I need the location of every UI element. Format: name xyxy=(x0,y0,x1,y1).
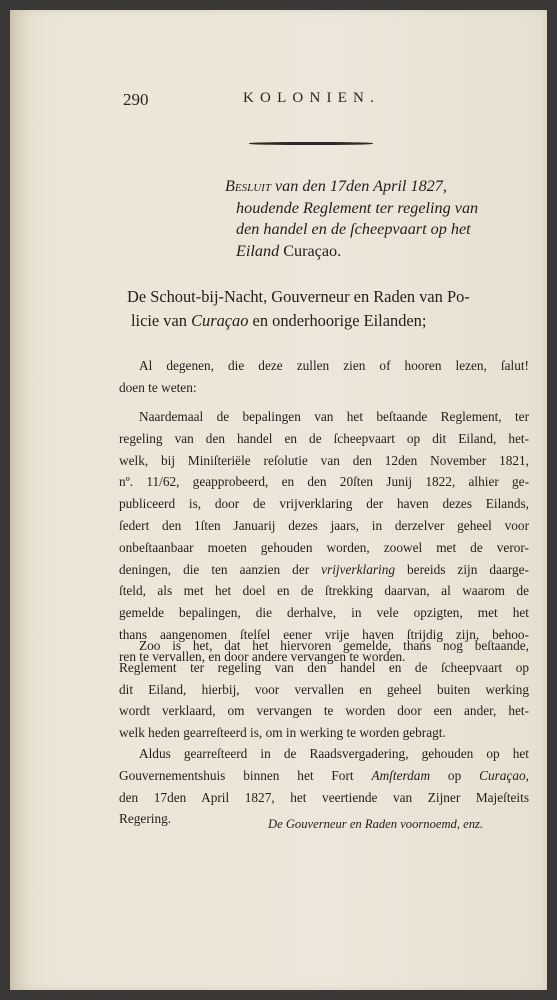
text-line: welk, bij Miniſteriële reſolutie van den 12den November 1821, xyxy=(119,452,529,468)
text-line: wordt verklaard, om vervangen te worden door een ander, het- xyxy=(119,703,529,719)
text-line: Al degenen, die deze zullen zien of hooren lezen, ſalut! xyxy=(139,358,529,373)
heading-line xyxy=(225,241,525,263)
address-text: licie van xyxy=(131,311,192,330)
text-line: ren te vervallen, en door andere vervangen te worden. xyxy=(119,648,406,664)
running-head xyxy=(123,90,413,114)
text-span: Gouvernementshuis binnen het Fort xyxy=(119,767,372,783)
text-line: Naardemaal de bepalingen van het beſtaande Reglement, ter xyxy=(139,409,529,424)
heading-line1-rest: van den 17den April 1827, xyxy=(270,177,447,195)
book-page xyxy=(10,10,547,990)
text-line: Regering. xyxy=(119,811,172,827)
text-italic: vrijverklaring xyxy=(321,561,396,577)
text-line: Reglement ter regeling van den handel en de ſcheepvaart op xyxy=(119,659,529,675)
text-span: op xyxy=(430,767,480,783)
text-line xyxy=(119,559,529,581)
address-line: De Schout-bij-Nacht, Gouverneur en Raden van Po- xyxy=(127,287,470,306)
text-italic: Curaçao xyxy=(479,767,526,783)
text-line: nº. 11/62, geapprobeerd, en den 20ſten Junij 1822, alhier ge- xyxy=(119,474,529,490)
text-line: ſedert den 1ſten Januarij dezes jaars, in derzelver geheel voor xyxy=(119,517,529,533)
paragraph-whereas xyxy=(119,406,529,668)
heading-line4-upright: Curaçao. xyxy=(283,241,342,260)
text-line: den 17den April 1827, het veertiende van Zijner Majeſteits xyxy=(119,789,529,805)
text-line: dit Eiland, hierbij, voor vervallen en geheel buiten werking xyxy=(119,681,529,697)
heading-first-word: Besluit xyxy=(225,177,271,195)
text-line: doen te weten: xyxy=(119,379,197,395)
heading-line: den handel en de ſcheepvaart op het xyxy=(236,220,471,238)
text-line: ſteld, als met het doel en de ſtrekking daarvan, al waarom de xyxy=(119,583,529,599)
address-italic: Curaçao xyxy=(191,311,249,330)
address-block xyxy=(127,285,529,333)
text-span: deningen, die ten aanzien der xyxy=(119,561,322,577)
text-line: onbeſtaanbaar moeten gehouden worden, zoowel met de veror- xyxy=(119,539,529,555)
paragraph-resolution xyxy=(119,635,529,744)
decree-heading xyxy=(225,176,525,262)
heading-line4-italic: Eiland xyxy=(236,241,284,260)
page-number: 290 xyxy=(123,90,149,109)
page-gutter-shadow xyxy=(10,10,28,990)
text-italic: Amſterdam xyxy=(371,767,431,783)
text-line: publiceerd is, door de vrijverklaring der haven dezes Eilands, xyxy=(119,496,529,512)
text-line: regeling van den handel en de ſcheepvaart op dit Eiland, het- xyxy=(119,430,529,446)
text-line: thans aangenomen ſtelſel eener vrije haven ſtrijdig zijn, behoo- xyxy=(119,626,529,642)
ornamental-rule xyxy=(249,142,373,145)
paragraph-salutation xyxy=(119,355,529,399)
address-line xyxy=(127,309,529,333)
text-line xyxy=(119,765,529,787)
text-line: gemelde bepalingen, die derhalve, in vele opzigten, met het xyxy=(119,605,529,621)
address-text: en onderhoorige Eilanden; xyxy=(248,311,427,330)
heading-line xyxy=(225,176,525,198)
text-line: Zoo is het, dat het hiervoren gemelde, thans nog beſtaande, xyxy=(139,638,529,653)
heading-line: houdende Reglement ter regeling van xyxy=(236,198,479,217)
signature-line: De Gouverneur en Raden voornoemd, enz. xyxy=(268,817,484,831)
text-line: welk heden gearreſteerd is, om in werking te worden gebragt. xyxy=(119,725,446,741)
text-span: , xyxy=(525,767,529,783)
text-line: Aldus gearreſteerd in de Raadsvergadering, gehouden op het xyxy=(139,746,529,761)
running-title: KOLONIEN. xyxy=(243,90,381,106)
text-span: bereids zijn daarge- xyxy=(395,561,529,577)
